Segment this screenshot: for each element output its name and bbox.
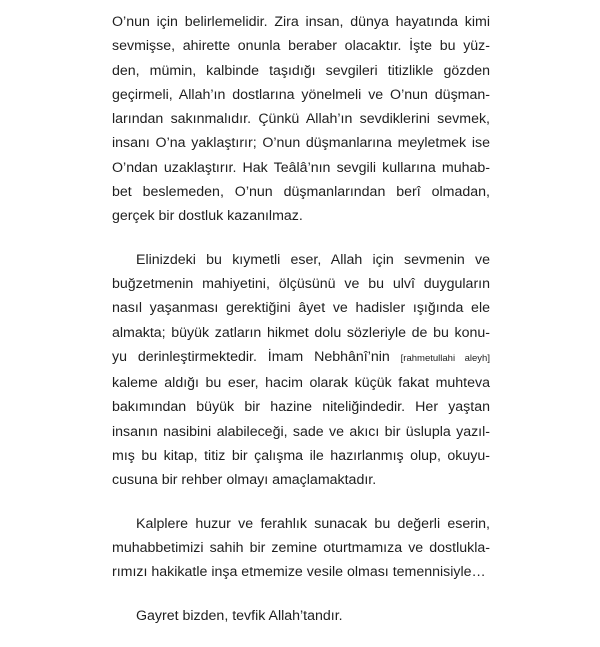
text-line: Elinizdeki bu kıymetli eser, Allah için sevmenin ve xyxy=(136,251,490,268)
text-line: O’ndan uzaklaştırır. Hak Teâlâ’nın sevgili kullarına muhab- xyxy=(112,159,490,176)
text-line: insanın nasibini alabileceği, sade ve akıcı bir üslupla yazıl- xyxy=(112,423,490,440)
text-line: O’nun için belirlemelidir. Zira insan, dünya hayatında kimi xyxy=(112,14,490,30)
annotation-rahmetullahi-aleyh: [rahmetullahi aleyh] xyxy=(400,352,490,364)
text-line: Kalplere huzur ve ferahlık sunacak bu değerli eserin, xyxy=(136,515,490,532)
text-line-main: yu derinleştirmektedir. İmam Nebhânî’nin xyxy=(112,348,390,365)
text-line: larından sakınmalıdır. Çünkü Allah’ın sevdiklerini sevmek, xyxy=(112,111,490,128)
text-line: bet beslemeden, O’nun düşmanlarından berî olmadan, xyxy=(112,184,490,201)
text-line: nasıl yaşanması gerektiğini âyet ve hadisler ışığında ele xyxy=(112,300,490,317)
paragraph-2 xyxy=(112,248,490,493)
paragraph-1 xyxy=(112,10,490,229)
paragraph-3 xyxy=(112,512,490,585)
text-line: insanı O’na yaklaştırır; O’nun düşmanlarına meyletmek ise xyxy=(112,135,490,152)
text-line: geçirmeli, Allah’ın dostlarına yönelmeli ve O’nun düşman- xyxy=(112,86,490,103)
text-line: muhabbetimizi sahih bir zemine oturtmamıza ve dostlukla- xyxy=(112,539,490,556)
text-line: bakımından büyük bir hazine niteliğindedir. Her yaştan xyxy=(112,399,490,416)
text-line: gerçek bir dostluk kazanılmaz. xyxy=(112,208,303,225)
text-line: kaleme aldığı bu eser, hacim olarak küçük fakat muhteva xyxy=(112,375,490,392)
text-line: almakta; büyük zatların hikmet dolu sözleriyle de bu konu- xyxy=(112,324,490,341)
text-line: sevmişse, ahirette onunla beraber olacaktır. İşte bu yüz- xyxy=(112,38,490,55)
document-page xyxy=(112,10,490,647)
text-line: mış bu kitap, titiz bir çalışma ile hazırlanmış olup, okuyu- xyxy=(112,448,490,465)
paragraph-4 xyxy=(112,604,490,628)
text-line: rımızı hakikatle inşa etmemize vesile olması temennisiyle… xyxy=(112,564,486,581)
text-line: Gayret bizden, tevfik Allah’tandır. xyxy=(136,607,343,624)
text-line: buğzetmenin mahiyetini, ölçüsünü ve bu ulvî duyguların xyxy=(112,275,490,292)
text-line-with-annotation xyxy=(112,345,490,371)
text-line: cusuna bir rehber olmayı amaçlamaktadır. xyxy=(112,472,377,489)
text-line: den, mümin, kalbinde taşıdığı sevgileri titizlikle gözden xyxy=(112,62,490,79)
